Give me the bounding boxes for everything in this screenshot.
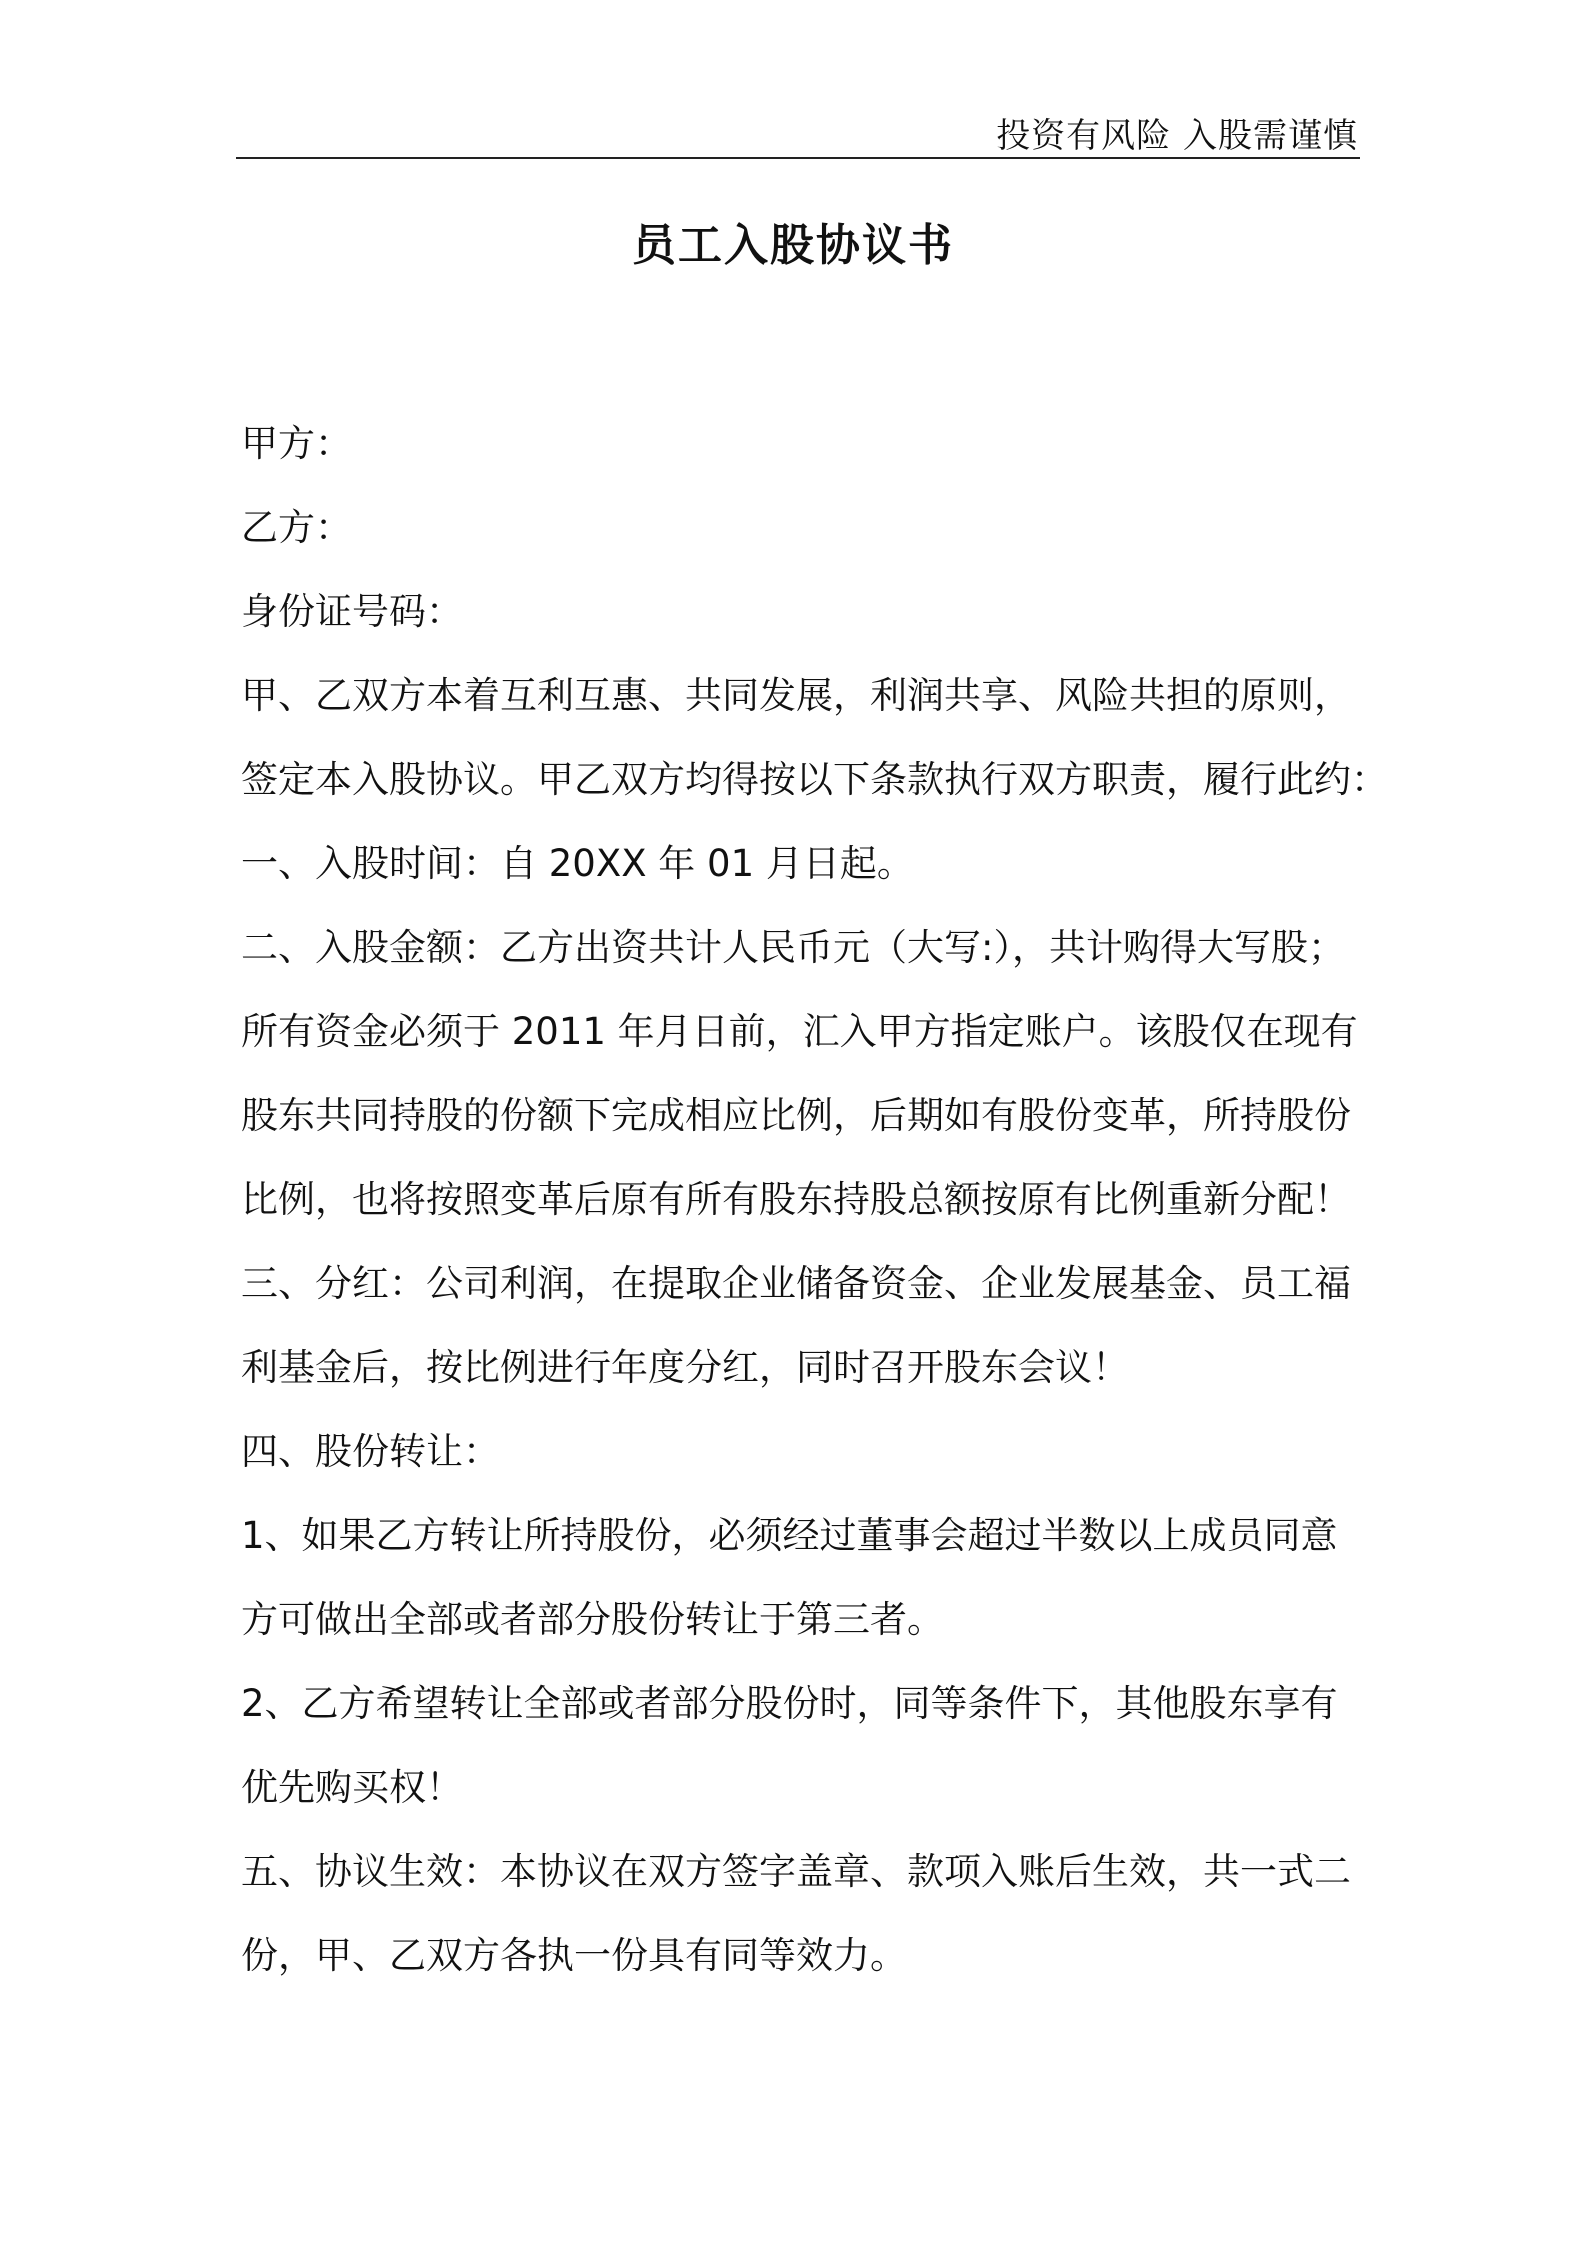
clause-2-line: 二、入股金额：乙方出资共计人民币元（大写:），共计购得大写股； (241, 926, 1345, 969)
document-title: 员工入股协议书 (632, 220, 954, 271)
paragraph-line: 比例，也将按照变革后原有所有股东持股总额按原有比例重新分配！ (241, 1178, 1351, 1221)
party-a-line: 甲方： (241, 422, 352, 465)
subclause-1-line: 1、如果乙方转让所持股份，必须经过董事会超过半数以上成员同意 (241, 1514, 1338, 1557)
clause-5-line: 五、协议生效：本协议在双方签字盖章、款项入账后生效，共一式二 (241, 1850, 1351, 1893)
subclause-2-line: 2、乙方希望转让全部或者部分股份时，同等条件下，其他股东享有 (241, 1682, 1338, 1725)
clause-4-line: 四、股份转让： (241, 1430, 500, 1473)
clause-3-line: 三、分红：公司利润，在提取企业储备资金、企业发展基金、员工福 (241, 1262, 1351, 1305)
paragraph-line: 所有资金必须于 2011 年月日前，汇入甲方指定账户。该股仅在现有 (241, 1010, 1358, 1053)
paragraph-line: 利基金后，按比例进行年度分红，同时召开股东会议！ (241, 1346, 1129, 1389)
party-b-line: 乙方： (241, 506, 352, 549)
id-number-line: 身份证号码： (241, 590, 463, 633)
paragraph-line: 份，甲、乙双方各执一份具有同等效力。 (241, 1934, 907, 1977)
paragraph-line: 优先购买权！ (241, 1766, 463, 1809)
document-body (241, 402, 1388, 1998)
paragraph-line: 签定本入股协议。甲乙双方均得按以下条款执行双方职责，履行此约： (241, 758, 1388, 801)
header-tagline: 投资有风险 入股需谨慎 (996, 116, 1358, 156)
paragraph-line: 方可做出全部或者部分股份转让于第三者。 (241, 1598, 944, 1641)
paragraph-line: 股东共同持股的份额下完成相应比例，后期如有股份变革，所持股份 (241, 1094, 1351, 1137)
clause-1-line: 一、入股时间：自 20XX 年 01 月日起。 (241, 842, 914, 885)
paragraph-line: 甲、乙双方本着互利互惠、共同发展，利润共享、风险共担的原则， (241, 674, 1351, 717)
header-divider (236, 157, 1360, 159)
